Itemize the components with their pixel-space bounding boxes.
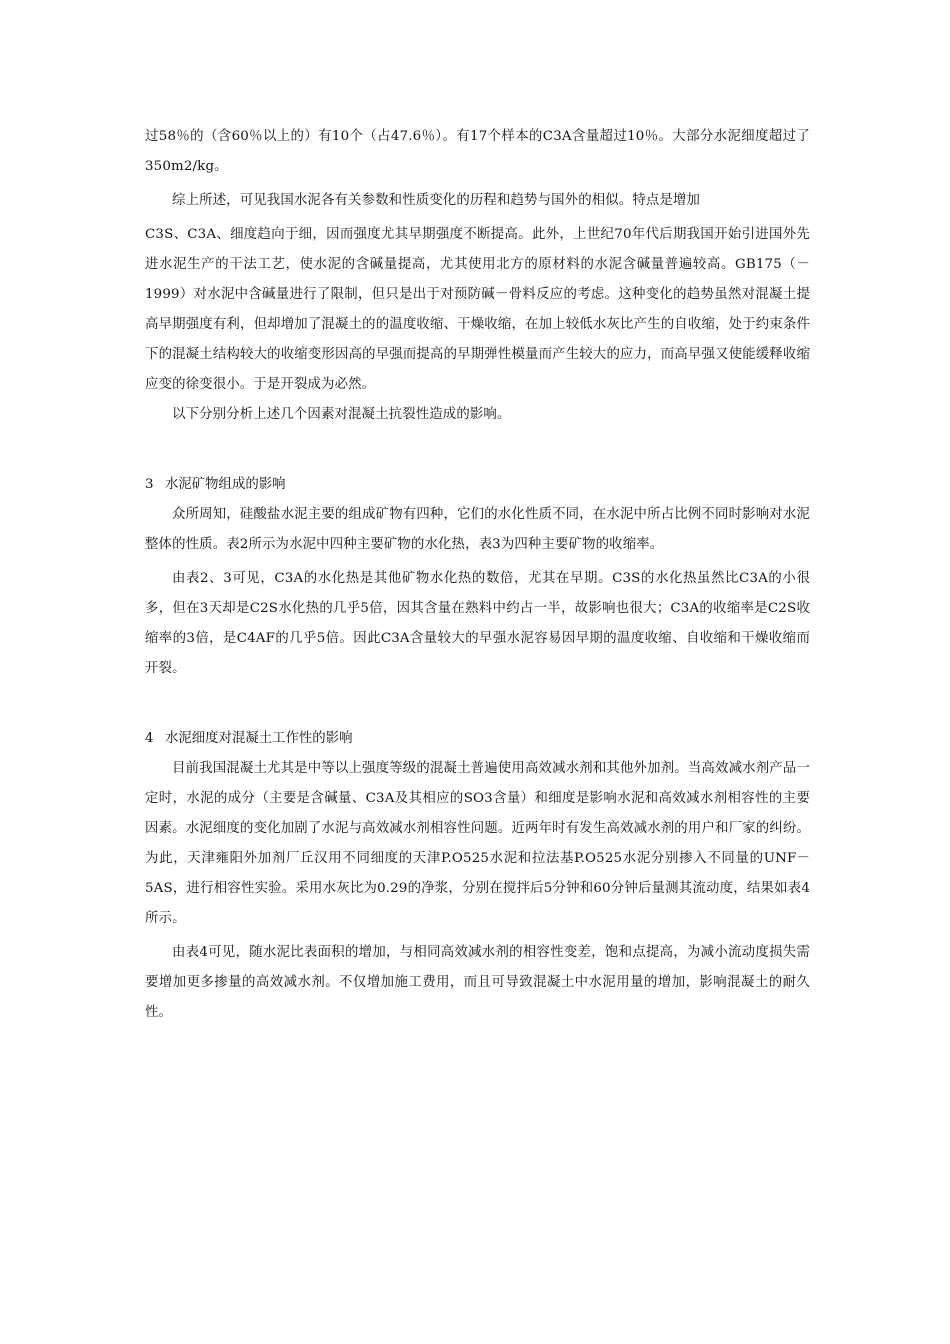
section-4-paragraph-1: 目前我国混凝土尤其是中等以上强度等级的混凝土普遍使用高效减水剂和其他外加剂。当高效减水剂产品一定时，水泥的成分（主要是含碱量、C3A及其相应的SO3含量）和细度是影响水泥和高效减水剂相容性的主要因素。水泥细度的变化加剧了水泥与高效减水剂相容性问题。近两年时有发生高效减水剂的用户和厂家的纠纷。为此，天津雍阳外加剂厂丘汉用不同细度的天津P.O525水泥和拉法基P.O525水泥分别掺入不同量的UNF－5AS，进行相容性实验。采用水灰比为0.29的净浆，分别在搅拌后5分钟和60分钟后量测其流动度，结果如表4所示。 — [145, 761, 810, 926]
section-4-title: 水泥细度对混凝土工作性的影响 — [165, 731, 353, 746]
section-4-paragraph-2: 由表4可见，随水泥比表面积的增加，与相同高效减水剂的相容性变差，饱和点提高，为减小流动度损失需要增加更多掺量的高效减水剂。不仅增加施工费用，而且可导致混凝土中水泥用量的增加，影响混凝土的耐久性。 — [145, 945, 810, 1020]
paragraph-intro-3: C3S、C3A、细度趋向于细，因而强度尤其早期强度不断提高。此外，上世纪70年代后期我国开始引进国外先进水泥生产的干法工艺，使水泥的含碱量提高，尤其使用北方的原材料的水泥含碱量普遍较高。GB175（－1999）对水泥中含碱量进行了限制，但只是出于对预防碱－骨料反应的考虑。这种变化的趋势虽然对混凝土提高早期强度有利，但却增加了混凝土的的温度收缩、干燥收缩，在加上较低水灰比产生的自收缩，处于约束条件下的混凝土结构较大的收缩变形因高的早强而提高的早期弹性模量而产生较大的应力，而高早强又使能缓释收缩应变的徐变很小。于是开裂成为必然。 — [145, 227, 810, 392]
section-4-number: 4 — [145, 731, 154, 746]
section-3-heading — [145, 470, 810, 500]
paragraph-intro-4: 以下分别分析上述几个因素对混凝土抗裂性造成的影响。 — [172, 407, 511, 422]
section-spacer — [145, 430, 810, 470]
section-4-heading — [145, 724, 810, 754]
paragraph-intro-2: 综上所述，可见我国水泥各有关参数和性质变化的历程和趋势与国外的相似。特点是增加 — [172, 193, 701, 208]
section-spacer — [145, 684, 810, 724]
paragraph-intro-1: 过58％的（含60％以上的）有10个（占47.6％）。有17个样本的C3A含量超过10％。大部分水泥细度超过了350m2/kg。 — [145, 129, 810, 174]
section-3-title: 水泥矿物组成的影响 — [165, 477, 286, 492]
section-3-paragraph-2: 由表2、3可见，C3A的水化热是其他矿物水化热的数倍，尤其在早期。C3S的水化热虽然比C3A的小很多，但在3天却是C2S水化热的几乎5倍，因其含量在熟料中约占一半，故影响也很大；C3A的收缩率是C2S收缩率的3倍，是C4AF的几乎5倍。因此C3A含量较大的早强水泥容易因早期的温度收缩、自收缩和干燥收缩而开裂。 — [145, 571, 810, 676]
section-3-number: 3 — [145, 477, 154, 492]
section-3-paragraph-1: 众所周知，硅酸盐水泥主要的组成矿物有四种，它们的水化性质不同，在水泥中所占比例不同时影响对水泥整体的性质。表2所示为水泥中四种主要矿物的水化热，表3为四种主要矿物的收缩率。 — [145, 507, 810, 552]
document-page — [145, 122, 810, 1028]
